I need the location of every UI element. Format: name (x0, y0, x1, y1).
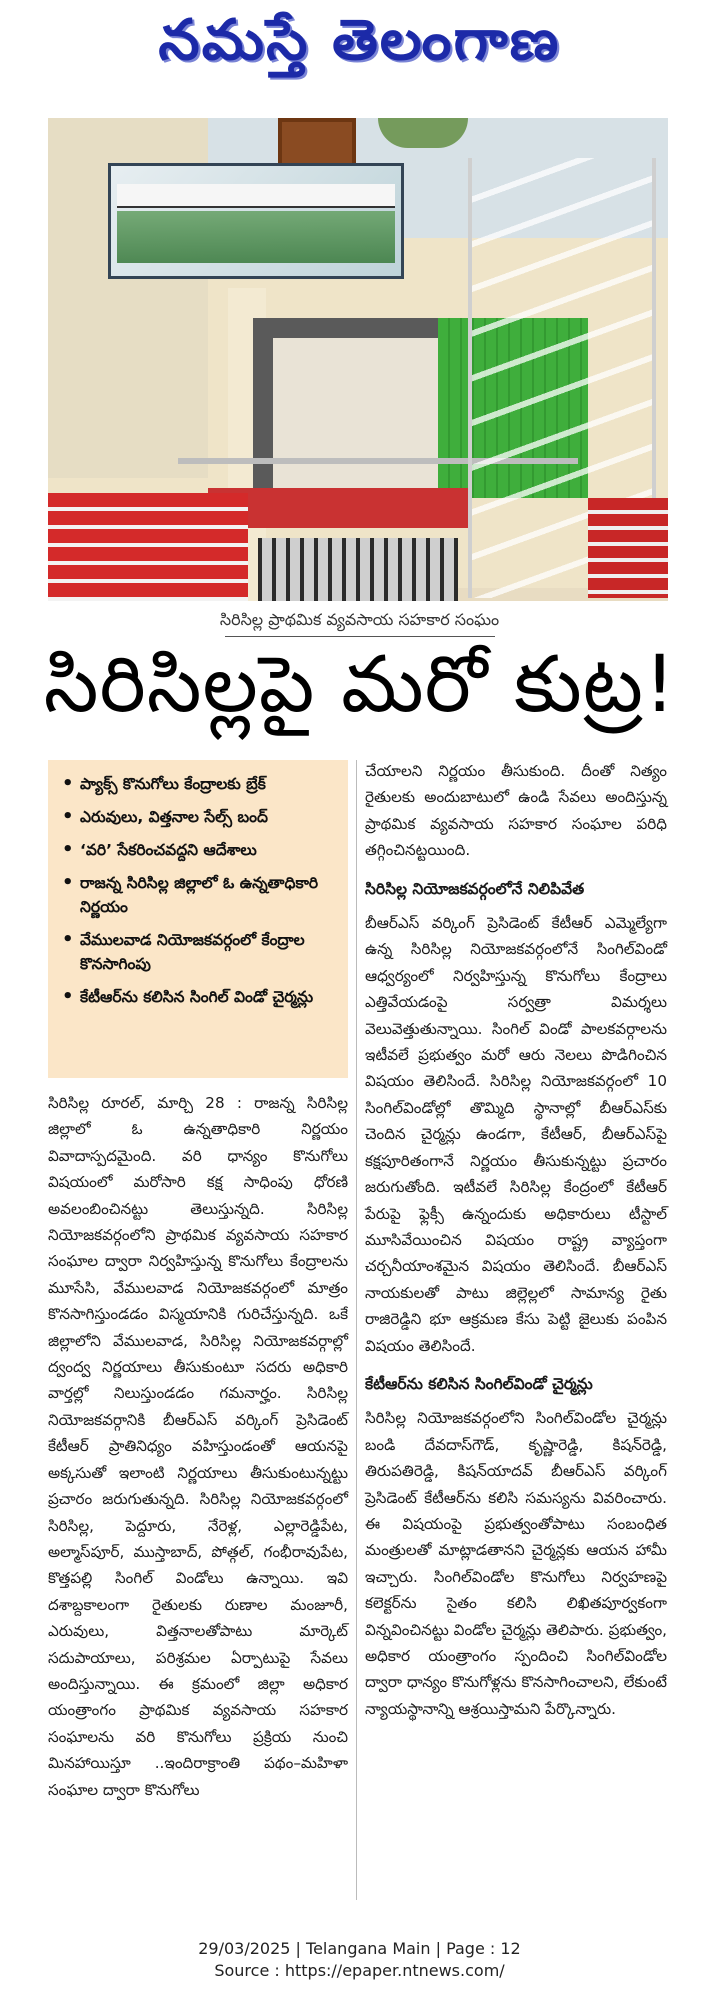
article-column-left (48, 1090, 348, 1803)
red-stairs (48, 493, 248, 601)
highlight-item: • రాజన్న సిరిసిల్ల జిల్లాలో ఓ ఉన్నతాధికారి నిర్ణయం (62, 871, 338, 919)
subheading: కేటీఆర్‌ను కలిసిన సింగిల్‌విండో చైర్మన్లు (365, 1374, 593, 1393)
highlights-box (48, 760, 348, 1078)
society-signboard (108, 163, 404, 279)
highlight-item: • ఎరువులు, విత్తనాల సేల్స్ బంద్ (62, 805, 338, 829)
highlight-item: • కేటీఆర్‌ను కలిసిన సింగిల్ విండో చైర్మన్లు (62, 985, 338, 1009)
article-paragraph: సిరిసిల్ల నియోజకవర్గంలోని సింగిల్‌విండోల చైర్మన్లు బండి దేవదాస్‌గౌడ్, కృష్ణారెడ్డి, కిషన్‌రెడ్డి, తిరుపతిరెడ్డి, కిషన్‌యాదవ్ బీఆర్‌ఎస్ వర్కింగ్ ప్రెసిడెంట్ కేటీఆర్‌ను కలిసి సమస్యను వివరించారు. ఈ విషయంపై ప్రభుత్వంతోపాటు సంబంధిత మంత్రులతో మాట్లాడతానని చైర్మన్లకు ఆయన హామీ ఇచ్చారు. సింగిల్‌విండోల కొనుగోలు నిర్వహణపై కలెక్టర్‌ను సైతం కలిసి లిఖితపూర్వకంగా విన్నవించినట్టు విండోల చైర్మన్లు తెలిపారు. ప్రభుత్వం, అధికార యంత్రాంగం స్పందించి సింగిల్‌విండోల ద్వారా ధాన్యం కొనుగోళ్లను కొనసాగించాలని, లేకుంటే న్యాయస్థానాన్ని ఆశ్రయిస్తామని పేర్కొన్నారు. (365, 1409, 667, 1718)
article-photo (48, 118, 668, 601)
headline: సిరిసిల్లపై మరో కుట్ర! (43, 640, 677, 730)
highlight-item: • వేములవాడ నియోజకవర్గంలో కేంద్రాల కొనసాగింపు (62, 928, 338, 976)
subheading: సిరిసిల్ల నియోజకవర్గంలోనే నిలిపివేత (365, 879, 585, 898)
column-divider (356, 760, 357, 1900)
page-footer (0, 1938, 719, 1982)
highlight-item: • ప్యాక్స్ కొనుగోలు కేంద్రాలకు బ్రేక్ (62, 772, 338, 796)
article-paragraph: బీఆర్‌ఎస్ వర్కింగ్ ప్రెసిడెంట్ కేటీఆర్ ఎమ్మెల్యేగా ఉన్న సిరిసిల్ల నియోజకవర్గంలోనే సింగిల్‌విండో ఆధ్వర్యంలో నిర్వహిస్తున్న కొనుగోలు కేంద్రాలు ఎత్తివేయడంపై సర్వత్రా విమర్శలు వెలువెత్తుతున్నాయి. సింగిల్ విండో పాలకవర్గాలను ఇటీవలే ప్రభుత్వం మరో ఆరు నెలలు పొడిగించిన విషయం తెలిసిందే. సిరిసిల్ల నియోజకవర్గంలో 10 సింగిల్‌విండోల్లో తొమ్మిది స్థానాల్లో బీఆర్‌ఎస్‌కు చెందిన చైర్మన్లు ఉండగా, కేటీఆర్, బీఆర్‌ఎస్‌పై కక్షపూరితంగానే నిర్ణయం తీసుకున్నట్టు ప్రచారం జరుగుతోంది. ఇటీవలే సిరిసిల్ల కేంద్రంలో కేటీఆర్ పేరుపై ఫ్లెక్సీ ఉన్నందుకు అధికారులు టీస్టాల్ మూసివేయించిన విషయం రాష్ట్ర వ్యాప్తంగా చర్చనీయాంశమైన విషయం తెలిసిందే. బీఆర్‌ఎస్ నాయకులతో పాటు జిల్లెల్లలో సామాన్య రైతు రాజిరెడ్డిని భూ ఆక్రమణ కేసు పెట్టి జైలుకు పంపిన విషయం తెలిసిందే. (365, 914, 667, 1355)
footer-source: Source : https://epaper.ntnews.com/ (214, 1961, 505, 1980)
article-column-right (365, 758, 667, 1722)
footer-date-page: 29/03/2025 | Telangana Main | Page : 12 (198, 1939, 521, 1958)
highlight-item: • ‘వరి’ సేకరించవద్దని ఆదేశాలు (62, 838, 338, 862)
article-paragraph: చేయాలని నిర్ణయం తీసుకుంది. దీంతో నిత్యం రైతులకు అందుబాటులో ఉండి సేవలు అందిస్తున్న ప్రాథమిక వ్యవసాయ సహకార సంఘాల పరిధి తగ్గించినట్టయింది. (365, 762, 667, 860)
article-paragraph: సిరిసిల్ల రూరల్, మార్చి 28 : రాజన్న సిరిసిల్ల జిల్లాలో ఓ ఉన్నతాధికారి నిర్ణయం వివాదాస్పదమైంది. వరి ధాన్యం కొనుగోలు విషయంలో మరోసారి కక్ష సాధింపు ధోరణి అవలంబించినట్టు తెలుస్తున్నది. సిరిసిల్ల నియోజకవర్గంలోని ప్రాథమిక వ్యవసాయ సహకార సంఘాల ద్వారా నిర్వహిస్తున్న కొనుగోలు కేంద్రాలను మూసేసి, వేములవాడ నియోజకవర్గంలో మాత్రం కొనసాగిస్తుండడం విస్మయానికి గురిచేస్తున్నది. ఒకే జిల్లాలోని వేములవాడ, సిరిసిల్ల నియోజకవర్గాల్లో ద్వంద్వ నిర్ణయాలు తీసుకుంటూ సదరు అధికారి వార్తల్లో నిలుస్తుండడం గమనార్హం. సిరిసిల్ల నియోజకవర్గానికి బీఆర్‌ఎస్ వర్కింగ్ ప్రెసిడెంట్ కేటీఆర్ ప్రాతినిధ్యం వహిస్తుండంతో ఆయనపై అక్కసుతో ఇలాంటి నిర్ణయాలు తీసుకుంటున్నట్టు ప్రచారం జరుగుతున్నది. సిరిసిల్ల నియోజకవర్గంలో సిరిసిల్ల, పెద్దూరు, నేరెళ్ల, ఎల్లారెడ్డిపేట, అల్మాస్‌పూర్, ముస్తాబాద్, పోత్గల్, గంభీరావుపేట, కొత్తపల్లి సింగిల్ విండోలు ఉన్నాయి. ఇవి దశాబ్దకాలంగా రైతులకు రుణాల మంజూరీ, ఎరువులు, విత్తనాలతోపాటు మార్కెట్ సదుపాయాలు, పరిశ్రమల ఏర్పాటుపై సేవలు అందిస్తున్నాయి. ఈ క్రమంలో జిల్లా అధికార యంత్రాంగం ప్రాథమిక వ్యవసాయ సహకార సంఘాలను వరి కొనుగోలు ప్రక్రియ నుంచి మినహాయిస్తూ ..ఇందిరాక్రాంతి పథం–మహిళా సంఘాల ద్వారా కొనుగోలు (48, 1094, 348, 1799)
photo-caption: సిరిసిల్ల ప్రాథమిక వ్యవసాయ సహకార సంఘం (0, 610, 719, 633)
masthead (0, 0, 719, 95)
masthead-logo-text: నమస్తే తెలంగాణ (158, 8, 561, 73)
